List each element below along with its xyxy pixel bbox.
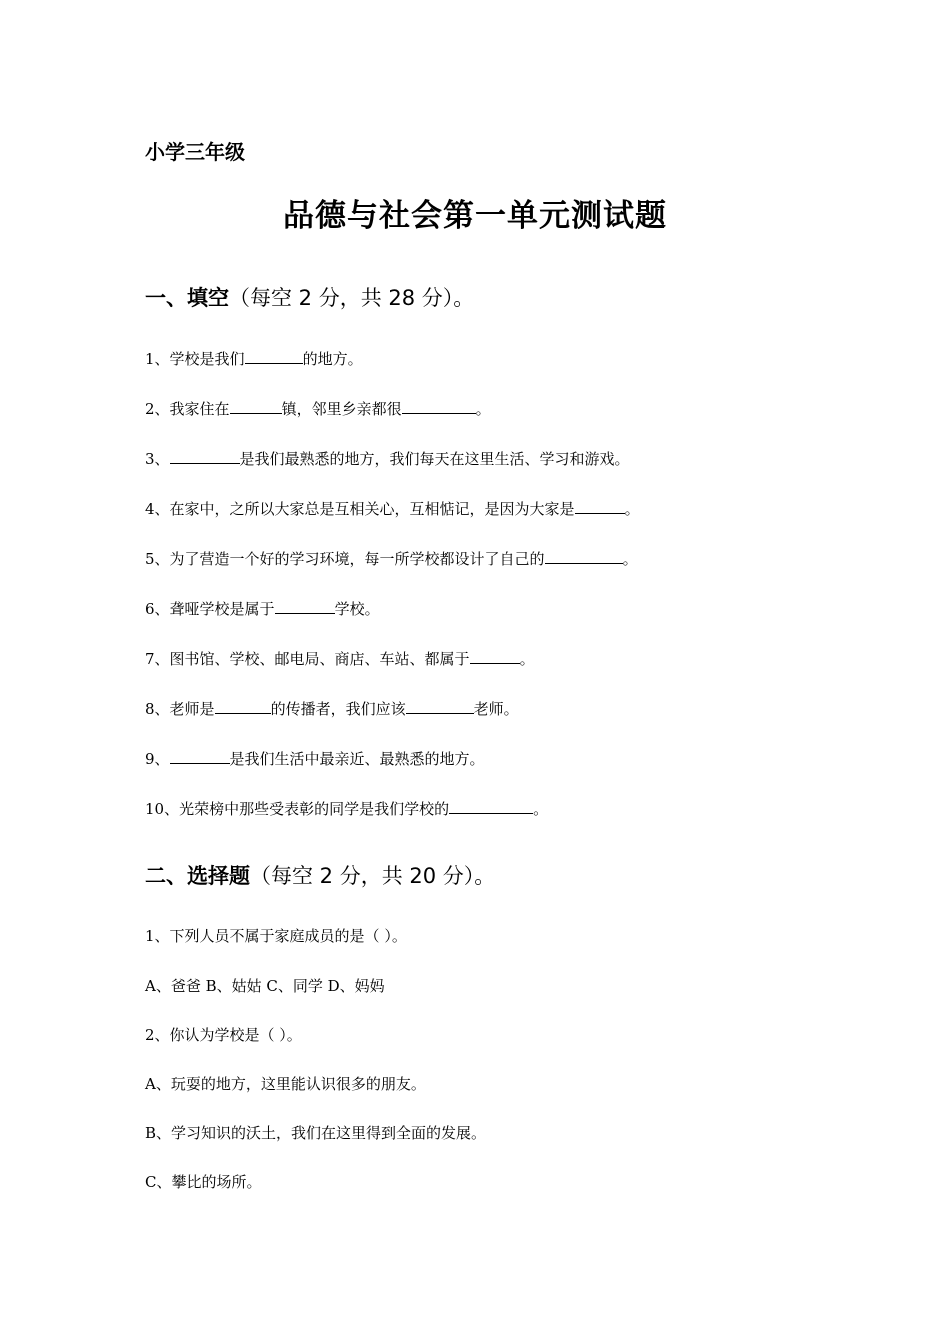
- answer-blank[interactable]: [275, 598, 335, 614]
- answer-blank[interactable]: [470, 648, 520, 664]
- question-text: 图书馆、学校、邮电局、商店、车站、都属于: [169, 650, 470, 668]
- question-text: 光荣榜中那些受表彰的同学是我们学校的: [179, 800, 450, 818]
- question-text: 聋哑学校是属于: [169, 600, 275, 618]
- question-text: 学校。: [334, 600, 380, 618]
- answer-blank[interactable]: [575, 498, 625, 514]
- question-text: 学校是我们: [169, 350, 245, 368]
- section1-heading: [145, 282, 474, 312]
- answer-blank[interactable]: [170, 448, 240, 464]
- question-text: 老师。: [473, 700, 519, 718]
- fill-question-4: [145, 498, 640, 519]
- question-number: 6、: [145, 600, 170, 618]
- question-number: 7、: [145, 650, 170, 668]
- answer-blank[interactable]: [245, 348, 303, 364]
- grade-label: 小学三年级: [145, 140, 245, 164]
- fill-question-2: [145, 398, 491, 419]
- answer-blank[interactable]: [545, 548, 623, 564]
- section2-title: 二、选择题: [145, 864, 250, 888]
- fill-question-6: [145, 598, 380, 619]
- question-text: 。: [475, 400, 491, 418]
- question-text: 我家住在: [169, 400, 230, 418]
- question-text: 。: [533, 800, 549, 818]
- fill-question-7: [145, 648, 535, 669]
- question-text: 镇，邻里乡亲都很: [281, 400, 402, 418]
- answer-blank[interactable]: [402, 398, 476, 414]
- section2-note: （每空 2 分，共 20 分）。: [250, 864, 496, 888]
- choice-option-c: C、攀比的场所。: [145, 1173, 262, 1191]
- fill-question-9: [145, 748, 485, 769]
- question-number: 1、: [145, 350, 170, 368]
- choice-options-1: A、爸爸 B、姑姑 C、同学 D、妈妈: [145, 977, 385, 995]
- question-text: 。: [624, 500, 640, 518]
- answer-blank[interactable]: [230, 398, 282, 414]
- section2-heading: [145, 860, 495, 890]
- choice-option-a: A、玩耍的地方，这里能认识很多的朋友。: [145, 1075, 426, 1093]
- fill-question-3: [145, 448, 630, 469]
- question-text: 是我们最熟悉的地方，我们每天在这里生活、学习和游戏。: [239, 450, 630, 468]
- question-text: 老师是: [169, 700, 215, 718]
- question-number: 5、: [145, 550, 170, 568]
- question-number: 9、: [145, 750, 170, 768]
- question-text: 在家中，之所以大家总是互相关心，互相惦记，是因为大家是: [169, 500, 575, 518]
- question-text: 是我们生活中最亲近、最熟悉的地方。: [229, 750, 485, 768]
- question-text: 。: [519, 650, 535, 668]
- choice-option-b: B、学习知识的沃土，我们在这里得到全面的发展。: [145, 1124, 487, 1142]
- question-number: 10、: [145, 800, 180, 818]
- question-number: 3、: [145, 450, 170, 468]
- fill-question-1: [145, 348, 363, 369]
- page-title: 品德与社会第一单元测试题: [283, 198, 667, 234]
- question-text: 。: [622, 550, 638, 568]
- question-number: 8、: [145, 700, 170, 718]
- answer-blank[interactable]: [406, 698, 474, 714]
- fill-question-10: [145, 798, 548, 819]
- question-number: 2、: [145, 400, 170, 418]
- choice-question-2: 2、你认为学校是（ ）。: [145, 1026, 302, 1044]
- answer-blank[interactable]: [170, 748, 230, 764]
- question-number: 4、: [145, 500, 170, 518]
- question-text: 为了营造一个好的学习环境，每一所学校都设计了自己的: [169, 550, 545, 568]
- fill-question-5: [145, 548, 638, 569]
- choice-question-1: 1、下列人员不属于家庭成员的是（ ）。: [145, 927, 407, 945]
- question-text: 的地方。: [302, 350, 363, 368]
- section1-title: 一、填空: [145, 286, 229, 310]
- section1-note: （每空 2 分，共 28 分）。: [229, 286, 475, 310]
- answer-blank[interactable]: [215, 698, 271, 714]
- question-text: 的传播者，我们应该: [270, 700, 406, 718]
- fill-question-8: [145, 698, 519, 719]
- answer-blank[interactable]: [449, 798, 533, 814]
